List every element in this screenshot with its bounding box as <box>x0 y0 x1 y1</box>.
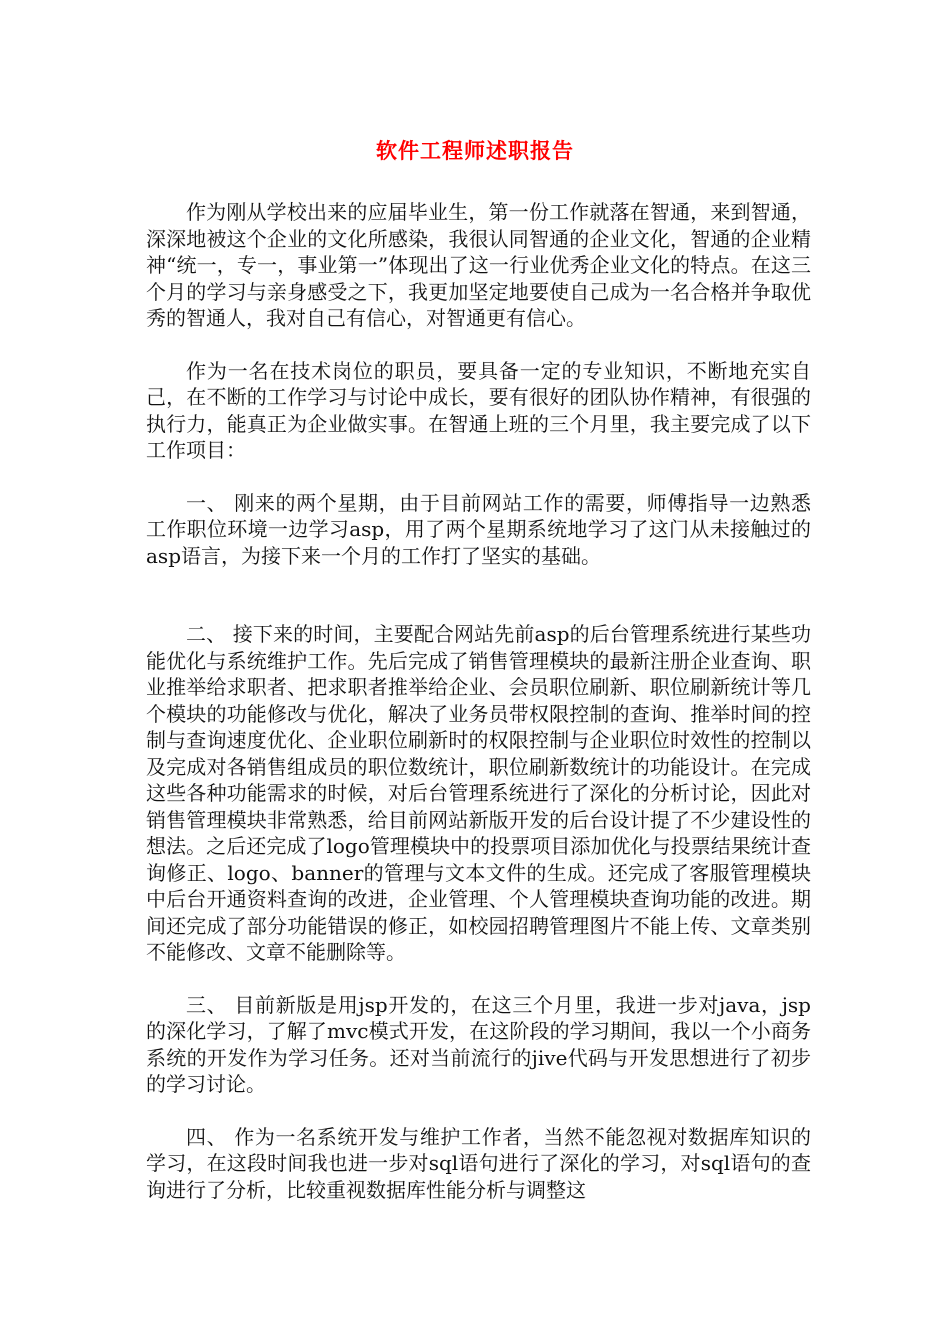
paragraph-intro: 作为刚从学校出来的应届毕业生，第一份工作就落在智通，来到智通，深深地被这个企业的文化所感染，我很认同智通的企业文化，智通的企业精神“统一，专一，事业第一”体现出了这一行业优秀企业文化的特点。在这三个月的学习与亲身感受之下，我更加坚定地要使自己成为一名合格并争取优秀的智通人，我对自己有信心，对智通更有信心。 <box>146 200 811 330</box>
document-title: 软件工程师述职报告 <box>376 139 574 163</box>
paragraph-item-1: 一、 刚来的两个星期，由于目前网站工作的需要，师傅指导一边熟悉工作职位环境一边学习asp，用了两个星期系统地学习了这门从未接触过的asp语言，为接下来一个月的工作打了坚实的基础。 <box>146 490 811 568</box>
paragraph-role: 作为一名在技术岗位的职员，要具备一定的专业知识，不断地充实自己，在不断的工作学习与讨论中成长，要有很好的团队协作精神，有很强的执行力，能真正为企业做实事。在智通上班的三个月里，我主要完成了以下工作项目： <box>146 358 811 462</box>
paragraph-item-4: 四、 作为一名系统开发与维护工作者，当然不能忽视对数据库知识的学习，在这段时间我也进一步对sql语句进行了深化的学习，对sql语句的查询进行了分析，比较重视数据库性能分析与调整这 <box>146 1124 811 1202</box>
document-body <box>146 199 811 1203</box>
paragraph-item-2: 二、 接下来的时间，主要配合网站先前asp的后台管理系统进行某些功能优化与系统维护工作。先后完成了销售管理模块的最新注册企业查询、职业推举给求职者、把求职者推举给企业、会员职位刷新、职位刷新统计等几个模块的功能修改与优化，解决了业务员带权限控制的查询、推举时间的控制与查询速度优化、企业职位刷新时的权限控制与企业职位时效性的控制以及完成对各销售组成员的职位数统计，职位刷新数统计的功能设计。在完成这些各种功能需求的时候，对后台管理系统进行了深化的分析讨论，因此对销售管理模块非常熟悉，给目前网站新版开发的后台设计提了不少建设性的想法。之后还完成了logo管理模块中的投票项目添加优化与投票结果统计查询修正、logo、banner的管理与文本文件的生成。还完成了客服管理模块中后台开通资料查询的改进，企业管理、个人管理模块查询功能的改进。期间还完成了部分功能错误的修正，如校园招聘管理图片不能上传、文章类别不能修改、文章不能删除等。 <box>146 622 811 964</box>
paragraph-item-3: 三、 目前新版是用jsp开发的，在这三个月里，我进一步对java，jsp的深化学习，了解了mvc模式开发，在这阶段的学习期间，我以一个小商务系统的开发作为学习任务。还对当前流行的jive代码与开发思想进行了初步的学习讨论。 <box>146 992 811 1096</box>
